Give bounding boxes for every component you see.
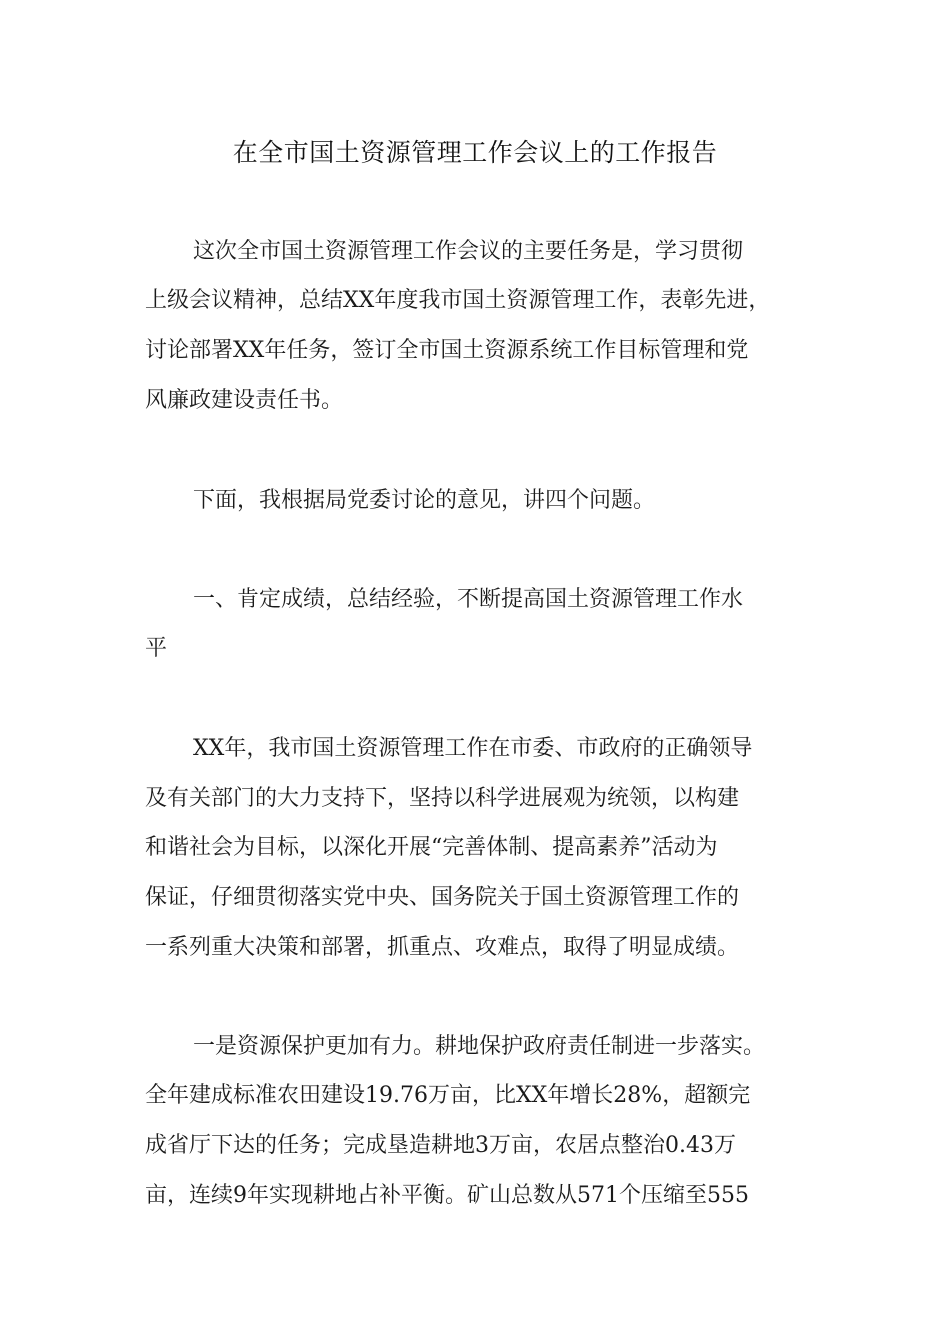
paragraph-line: 上级会议精神，总结XX年度我市国土资源管理工作，表彰先进， — [145, 288, 771, 313]
paragraph-line: 全年建成标准农田建设19.76万亩，比XX年增长28%，超额完 — [145, 1083, 751, 1108]
paragraph-line: 成省厅下达的任务；完成垦造耕地3万亩，农居点整治0.43万 — [145, 1133, 736, 1158]
paragraph-line: 下面，我根据局党委讨论的意见，讲四个问题。 — [193, 488, 656, 513]
paragraph-line: 保证，仔细贯彻落实党中央、国务院关于国土资源管理工作的 — [145, 885, 740, 910]
paragraph-line: 及有关部门的大力支持下，坚持以科学进展观为统领，以构建 — [145, 786, 740, 811]
section-heading-line: 一、肯定成绩，总结经验，不断提高国土资源管理工作水 — [193, 587, 744, 612]
paragraph-line: 和谐社会为目标，以深化开展“完善体制、提高素养”活动为 — [145, 835, 718, 860]
document-title: 在全市国土资源管理工作会议上的工作报告 — [232, 138, 718, 167]
paragraph-line: 这次全市国土资源管理工作会议的主要任务是，学习贯彻 — [193, 239, 744, 264]
section-heading-line: 平 — [145, 636, 168, 661]
paragraph-line: 一系列重大决策和部署，抓重点、攻难点，取得了明显成绩。 — [145, 935, 740, 960]
paragraph-line: 亩，连续9年实现耕地占补平衡。矿山总数从571个压缩至555 — [145, 1183, 749, 1208]
paragraph-line: 风廉政建设责任书。 — [145, 388, 344, 413]
paragraph-line: 讨论部署XX年任务，签订全市国土资源系统工作目标管理和党 — [145, 338, 749, 363]
paragraph-line: XX年，我市国土资源管理工作在市委、市政府的正确领导 — [193, 736, 753, 761]
paragraph-line: 一是资源保护更加有力。耕地保护政府责任制进一步落实。 — [193, 1034, 766, 1059]
